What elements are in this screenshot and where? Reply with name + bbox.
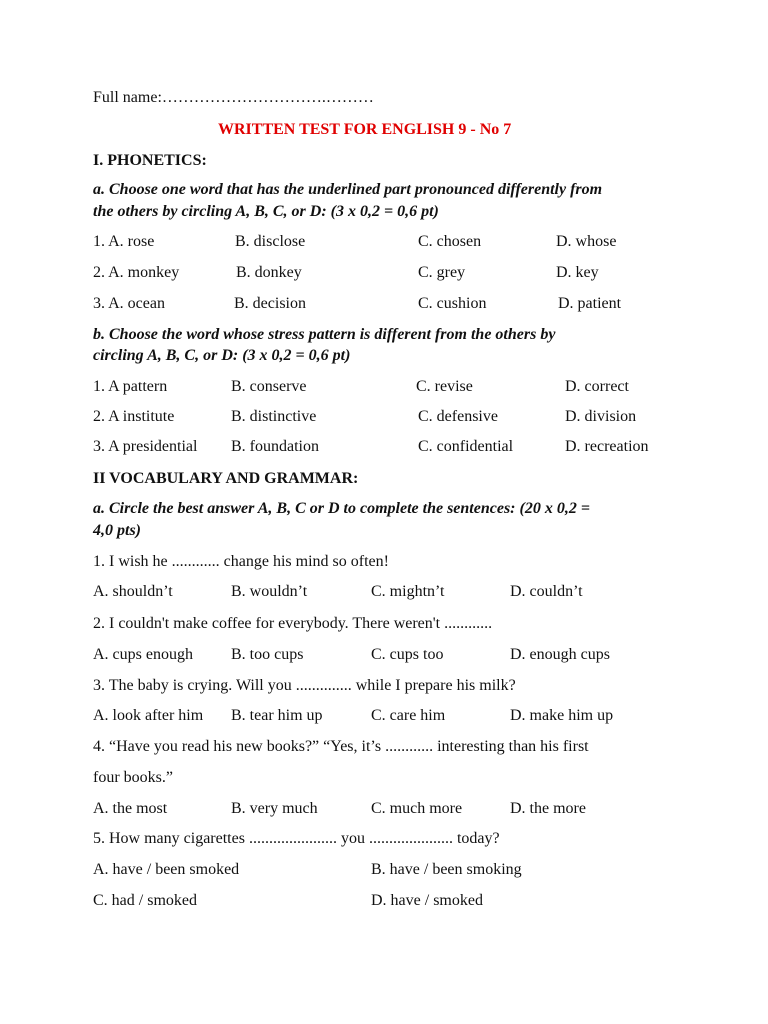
option: B. disclose <box>235 233 306 250</box>
option: B. wouldn’t <box>231 583 308 600</box>
vocab-a-instruction-line2: 4,0 pts) <box>93 522 141 539</box>
option: 1. A. rose <box>93 233 155 250</box>
option: D. whose <box>556 233 617 250</box>
question-text-continued: four books.” <box>93 769 173 786</box>
option: B. tear him up <box>231 707 323 724</box>
option: B. conserve <box>231 378 307 395</box>
option: C. revise <box>416 378 473 395</box>
option: D. make him up <box>510 707 614 724</box>
section-vocabulary-heading: II VOCABULARY AND GRAMMAR: <box>93 470 359 487</box>
full-name-label: Full name:………………………….……… <box>93 89 374 106</box>
option: C. chosen <box>418 233 482 250</box>
option: C. confidential <box>418 438 514 455</box>
option: C. much more <box>371 800 463 817</box>
option: 3. A presidential <box>93 438 198 455</box>
option: D. correct <box>565 378 629 395</box>
question-text: 5. How many cigarettes ...................... you ..................... today? <box>93 830 500 847</box>
option: B. very much <box>231 800 318 817</box>
option: B. distinctive <box>231 408 317 425</box>
option: B. too cups <box>231 646 304 663</box>
option: D. recreation <box>565 438 649 455</box>
option: C. grey <box>418 264 466 281</box>
option: D. division <box>565 408 637 425</box>
option: 2. A. monkey <box>93 264 180 281</box>
option: A. cups enough <box>93 646 193 663</box>
option: D. the more <box>510 800 586 817</box>
option: A. have / been smoked <box>93 861 240 878</box>
phonetics-b-instruction-line2: circling A, B, C, or D: (3 x 0,2 = 0,6 pt) <box>93 347 351 364</box>
option: 3. A. ocean <box>93 295 165 312</box>
option: D. patient <box>558 295 622 312</box>
option: B. have / been smoking <box>371 861 522 878</box>
option: C. defensive <box>418 408 498 425</box>
option: C. mightn’t <box>371 583 445 600</box>
phonetics-a-instruction-line2: the others by circling A, B, C, or D: (3 x 0,2 = 0,6 pt) <box>93 203 439 220</box>
question-text: 3. The baby is crying. Will you .............. while I prepare his milk? <box>93 677 516 694</box>
section-phonetics-heading: I. PHONETICS: <box>93 152 207 169</box>
question-text: 4. “Have you read his new books?” “Yes, it’s ............ interesting than his first <box>93 738 589 755</box>
vocab-a-instruction-line1: a. Circle the best answer A, B, C or D to complete the sentences: (20 x 0,2 = <box>93 500 590 517</box>
option: D. key <box>556 264 599 281</box>
option: B. decision <box>234 295 306 312</box>
option: C. cups too <box>371 646 444 663</box>
option: D. have / smoked <box>371 892 483 909</box>
option: 2. A institute <box>93 408 175 425</box>
option: 1. A pattern <box>93 378 168 395</box>
question-text: 1. I wish he ............ change his mind so often! <box>93 553 389 570</box>
phonetics-b-instruction-line1: b. Choose the word whose stress pattern is different from the others by <box>93 326 556 343</box>
question-text: 2. I couldn't make coffee for everybody. There weren't ............ <box>93 615 493 632</box>
option: A. look after him <box>93 707 204 724</box>
option: C. care him <box>371 707 446 724</box>
option: A. shouldn’t <box>93 583 173 600</box>
phonetics-a-instruction-line1: a. Choose one word that has the underlined part pronounced differently from <box>93 181 603 198</box>
option: D. couldn’t <box>510 583 583 600</box>
option: B. donkey <box>236 264 302 281</box>
page-title: WRITTEN TEST FOR ENGLISH 9 - No 7 <box>218 121 512 138</box>
option: C. had / smoked <box>93 892 197 909</box>
option: A. the most <box>93 800 168 817</box>
option: C. cushion <box>418 295 487 312</box>
option: B. foundation <box>231 438 319 455</box>
option: D. enough cups <box>510 646 610 663</box>
